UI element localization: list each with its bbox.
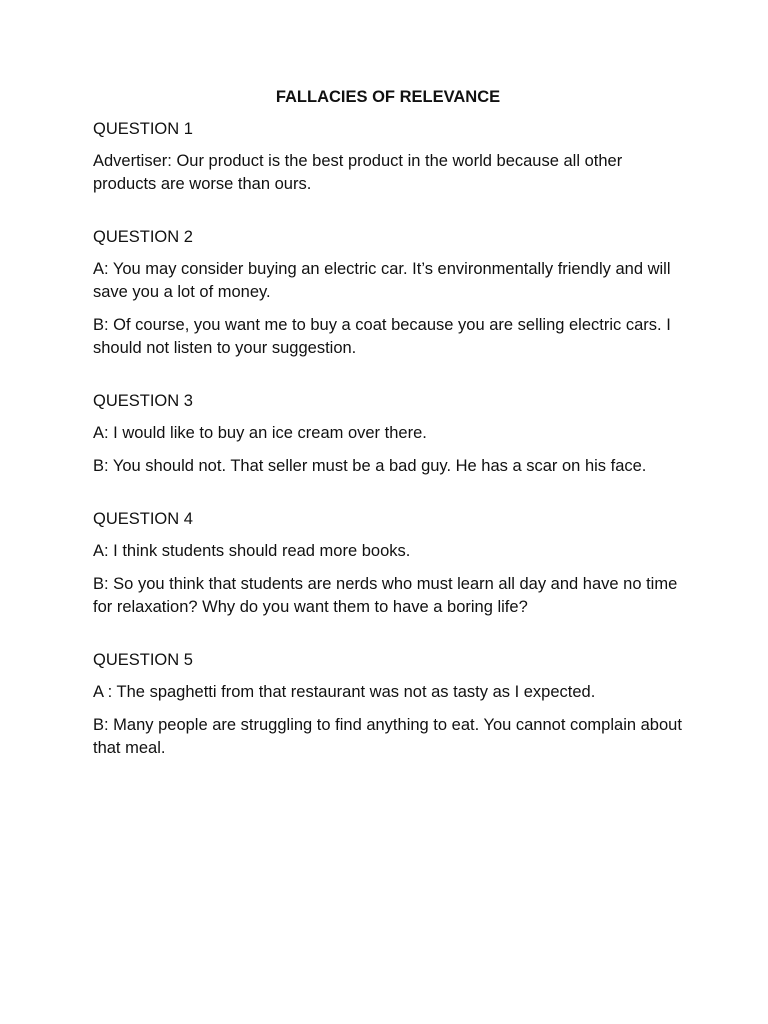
question-heading: QUESTION 5 xyxy=(93,651,193,669)
dialogue-line-a: A: You may consider buying an electric car. It’s environmentally friendly and will save you a lot of money. xyxy=(93,260,671,301)
question-heading: QUESTION 1 xyxy=(93,120,193,138)
question-3 xyxy=(93,390,683,478)
document-page xyxy=(93,86,683,770)
question-5 xyxy=(93,649,683,760)
document-title: FALLACIES OF RELEVANCE xyxy=(275,88,501,106)
dialogue-line-a: A: I think students should read more books. xyxy=(93,542,411,560)
dialogue-line-b: B: Of course, you want me to buy a coat because you are selling electric cars. I should not listen to your suggestion. xyxy=(93,316,671,357)
dialogue-line-b: B: So you think that students are nerds who must learn all day and have no time for relaxation? Why do you want them to have a boring life? xyxy=(93,575,678,616)
question-4 xyxy=(93,508,683,619)
question-heading: QUESTION 4 xyxy=(93,510,193,528)
dialogue-line-a: A: I would like to buy an ice cream over there. xyxy=(93,424,427,442)
question-1 xyxy=(93,118,683,196)
dialogue-line-a: A : The spaghetti from that restaurant was not as tasty as I expected. xyxy=(93,683,596,701)
dialogue-line-b: B: You should not. That seller must be a bad guy. He has a scar on his face. xyxy=(93,457,647,475)
question-heading: QUESTION 3 xyxy=(93,392,193,410)
question-heading: QUESTION 2 xyxy=(93,228,193,246)
dialogue-line-b: B: Many people are struggling to find anything to eat. You cannot complain about that meal. xyxy=(93,716,682,757)
question-2 xyxy=(93,226,683,360)
question-text: Advertiser: Our product is the best product in the world because all other products are worse than ours. xyxy=(93,152,623,193)
